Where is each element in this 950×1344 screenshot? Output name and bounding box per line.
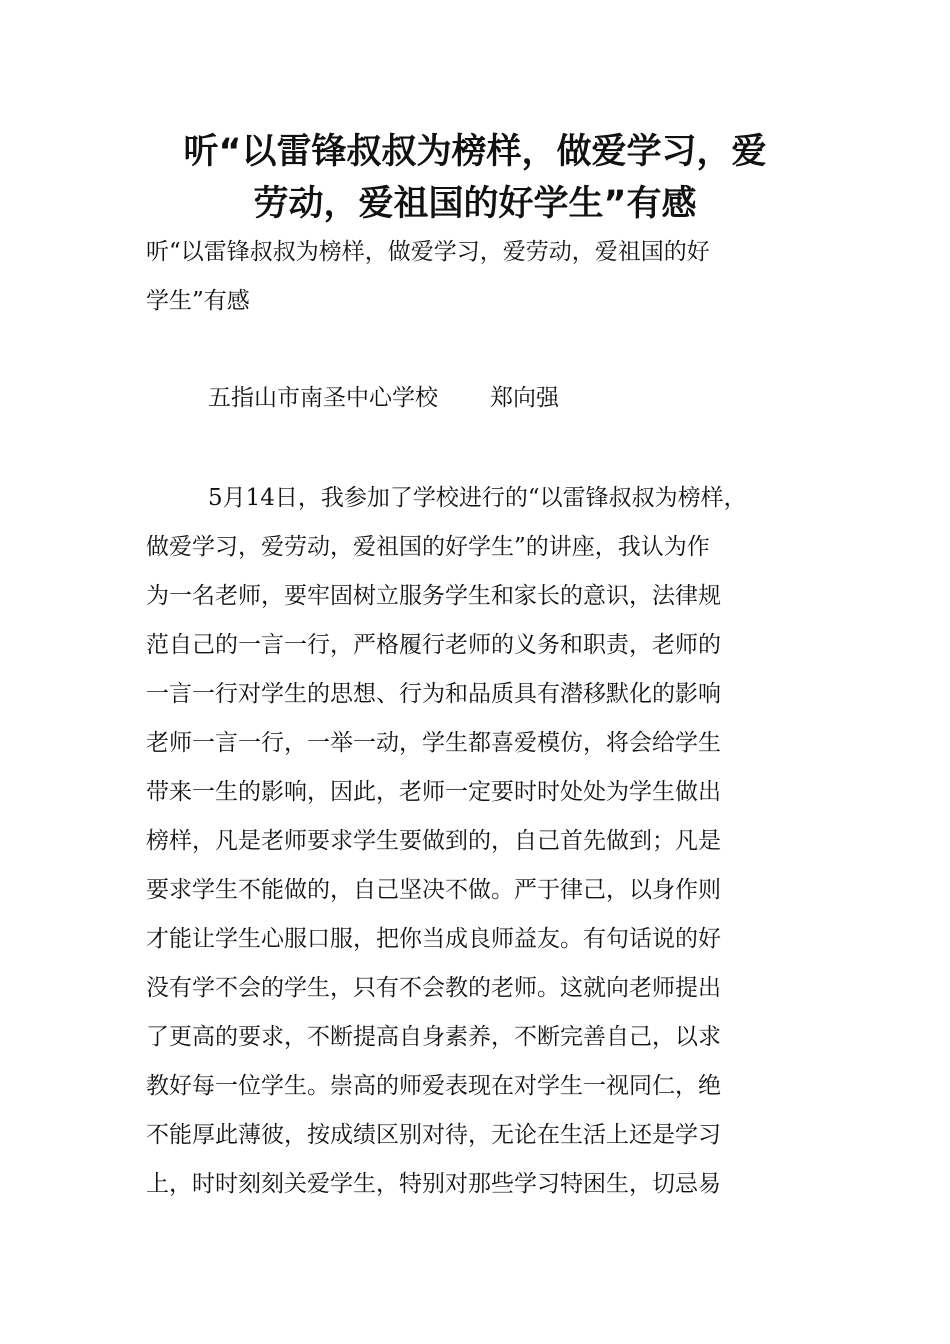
author-line <box>208 378 559 418</box>
paragraph-line: 5月14日，我参加了学校进行的“以雷锋叔叔为榜样， <box>208 485 747 511</box>
paragraph-line: 一言一行对学生的思想、行为和品质具有潜移默化的影响 <box>146 681 721 707</box>
paragraph-line: 没有学不会的学生，只有不会教的老师。这就向老师提出 <box>146 975 721 1001</box>
paragraph-line: 老师一言一行，一举一动，学生都喜爱模仿，将会给学生 <box>146 730 721 756</box>
title-line-2: 劳动，爱祖国的好学生”有感 <box>253 184 697 224</box>
document-subtitle <box>146 228 826 326</box>
author-name: 郑向强 <box>490 385 559 411</box>
paragraph-line: 才能让学生心服口服，把你当成良师益友。有句话说的好 <box>146 926 721 952</box>
document-title <box>100 126 850 230</box>
paragraph-line: 范自己的一言一行，严格履行老师的义务和职责，老师的 <box>146 632 721 658</box>
paragraph-line: 要求学生不能做的，自己坚决不做。严于律己，以身作则 <box>146 877 721 903</box>
author-school: 五指山市南圣中心学校 <box>208 385 438 411</box>
paragraph-line: 不能厚此薄彼，按成绩区别对待，无论在生活上还是学习 <box>146 1122 721 1148</box>
paragraph-line: 为一名老师，要牢固树立服务学生和家长的意识，法律规 <box>146 583 721 609</box>
subtitle-line-1: 听“以雷锋叔叔为榜样，做爱学习，爱劳动，爱祖国的好 <box>146 239 710 265</box>
subtitle-line-2: 学生”有感 <box>146 288 250 314</box>
paragraph-line: 榜样，凡是老师要求学生要做到的，自己首先做到；凡是 <box>146 828 721 854</box>
paragraph-line: 做爱学习，爱劳动，爱祖国的好学生”的讲座，我认为作 <box>146 534 710 560</box>
title-line-1: 听“以雷锋叔叔为榜样，做爱学习，爱 <box>183 132 767 172</box>
paragraph-line: 了更高的要求，不断提高自身素养，不断完善自己，以求 <box>146 1024 721 1050</box>
paragraph-line: 带来一生的影响，因此，老师一定要时时处处为学生做出 <box>146 779 721 805</box>
paragraph-line: 教好每一位学生。崇高的师爱表现在对学生一视同仁，绝 <box>146 1073 721 1099</box>
paragraph-line: 上，时时刻刻关爱学生，特别对那些学习特困生，切忌易 <box>146 1171 721 1197</box>
body-paragraph <box>146 474 836 1209</box>
